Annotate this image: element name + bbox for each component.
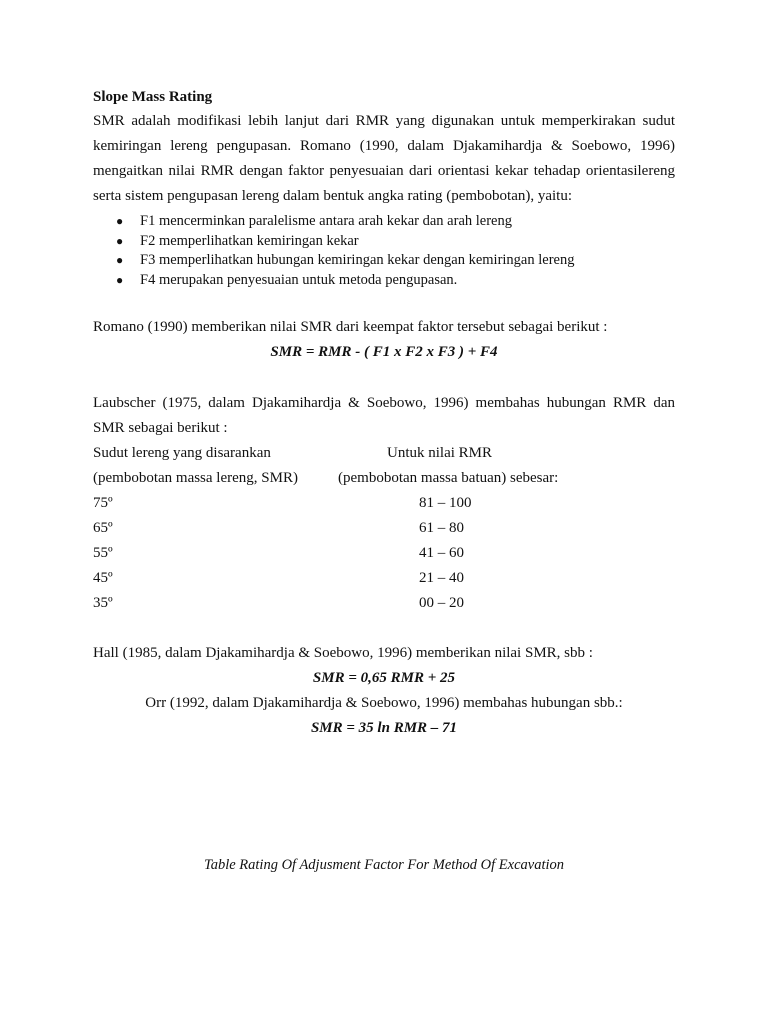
list-item [93,271,675,291]
table-row [93,591,675,616]
list-item-text: F3 memperlihatkan hubungan kemiringan kekar dengan kemiringan lereng [140,252,575,268]
bullet-icon: ● [116,253,124,267]
bullet-icon: ● [116,214,124,228]
list-item-text: F2 memperlihatkan kemiringan kekar [140,232,359,249]
formula-hall: SMR = 0,65 RMR + 25 [312,670,456,686]
list-item [93,251,675,271]
intro-paragraph: SMR adalah modifikasi lebih lanjut dari RMR yang digunakan untuk memperkirakan sudut kemiringan lereng pengupasan. Romano (1990, dalam Djakamihardja & Soebowo, 1996) mengaitkan nilai RMR dengan faktor penyesuaian dari orientasi kekar tehadap orientasilereng serta sistem pengupasan lereng dalam bentuk angka rating (pembobotan), yaitu: [93,113,675,204]
spacer [93,365,675,390]
table-cell-angle: 45º [93,570,113,586]
list-item-text: F1 mencerminkan paralelisme antara arah kekar dan arah lereng [140,213,512,229]
bullet-icon: ● [116,272,124,287]
formula-orr: SMR = 35 ln RMR – 71 [310,720,458,736]
table-subheader-rmr: (pembobotan massa batuan) sebesar: [338,470,559,486]
document-page [93,84,675,878]
table-row [93,516,675,541]
table-cell-range: 21 – 40 [419,570,464,586]
table-cell-range: 81 – 100 [419,495,472,511]
table-cell-angle: 35º [93,595,113,611]
table-caption: Table Rating Of Adjusment Factor For Method Of Excavation [203,857,565,873]
bullet-icon: ● [116,233,124,248]
table-cell-range: 41 – 60 [419,545,464,561]
list-item [93,232,675,252]
table-cell-angle: 75º [93,495,113,511]
table-cell-range: 00 – 20 [419,595,464,611]
formula-romano: SMR = RMR - ( F1 x F2 x F3 ) + F4 [270,344,498,360]
table-header-slope: Sudut lereng yang disarankan [93,445,271,461]
spacer [93,616,675,641]
table-cell-range: 61 – 80 [419,520,464,536]
section-heading: Slope Mass Rating [93,89,213,105]
spacer [93,290,675,315]
table-subheader-row [93,466,675,491]
romano-paragraph: Romano (1990) memberikan nilai SMR dari keempat faktor tersebut sebagai berikut : [93,319,608,335]
laubscher-paragraph: Laubscher (1975, dalam Djakamihardja & Soebowo, 1996) membahas hubungan RMR dan SMR sebagai berikut : [93,395,675,436]
table-header-row [93,441,675,466]
table-row [93,566,675,591]
list-item [93,212,675,232]
factor-list [93,212,675,290]
table-subheader-slope: (pembobotan massa lereng, SMR) [93,470,298,486]
spacer [93,741,675,853]
table-header-rmr: Untuk nilai RMR [387,445,493,461]
table-row [93,541,675,566]
table-cell-angle: 65º [93,520,113,536]
list-item-text: F4 merupakan penyesuaian untuk metoda pengupasan. [140,271,458,288]
hall-paragraph: Hall (1985, dalam Djakamihardja & Soebowo, 1996) memberikan nilai SMR, sbb : [93,645,593,661]
orr-paragraph: Orr (1992, dalam Djakamihardja & Soebowo, 1996) membahas hubungan sbb.: [145,695,623,711]
table-row [93,491,675,516]
table-cell-angle: 55º [93,545,113,561]
